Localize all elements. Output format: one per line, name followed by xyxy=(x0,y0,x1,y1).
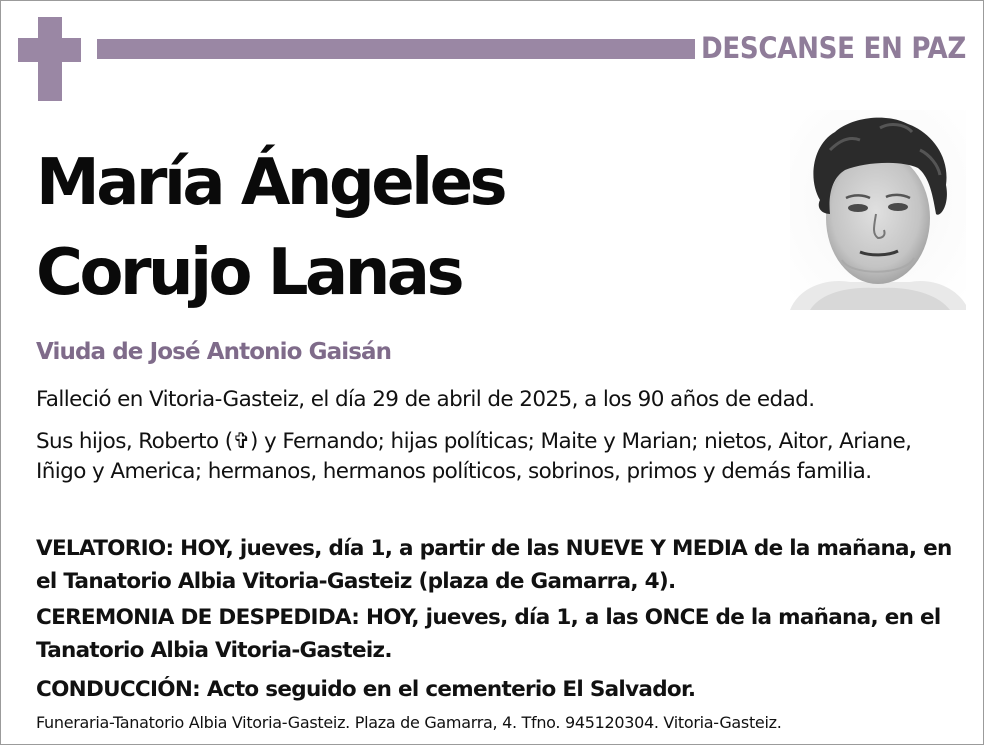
header-rule xyxy=(97,39,695,59)
deceased-name-line2: Corujo Lanas xyxy=(36,236,462,310)
subtitle-spouse: Viuda de José Antonio Gaisán xyxy=(36,339,392,365)
header-title: DESCANSE EN PAZ xyxy=(701,31,966,65)
wake-info: VELATORIO: HOY, jueves, día 1, a partir de las NUEVE Y MEDIA de la mañana, en el Tanatorio Albia Vitoria-Gasteiz (plaza de Gamarra, 4). xyxy=(36,536,952,594)
family-list: Sus hijos, Roberto (✞) y Fernando; hijas políticas; Maite y Marian; nietos, Aitor, Ariane, Iñigo y America; hermanos, hermanos políticos, sobrinos, primos y demás familia. xyxy=(36,429,912,484)
deceased-name-line1: María Ángeles xyxy=(36,146,505,220)
ceremony-info: CEREMONIA DE DESPEDIDA: HOY, jueves, día 1, a las ONCE de la mañana, en el Tanatorio Albia Vitoria-Gasteiz. xyxy=(36,605,941,663)
cross-horizontal-bar xyxy=(18,38,81,62)
deceased-name xyxy=(36,138,504,318)
procession-info: CONDUCCIÓN: Acto seguido en el cementerio El Salvador. xyxy=(36,677,696,702)
death-notice: Falleció en Vitoria-Gasteiz, el día 29 de abril de 2025, a los 90 años de edad. xyxy=(36,387,815,412)
funeral-home-footer: Funeraria-Tanatorio Albia Vitoria-Gasteiz. Plaza de Gamarra, 4. Tfno. 945120304. Vitoria-Gasteiz. xyxy=(36,713,782,732)
portrait-photo xyxy=(790,110,966,310)
